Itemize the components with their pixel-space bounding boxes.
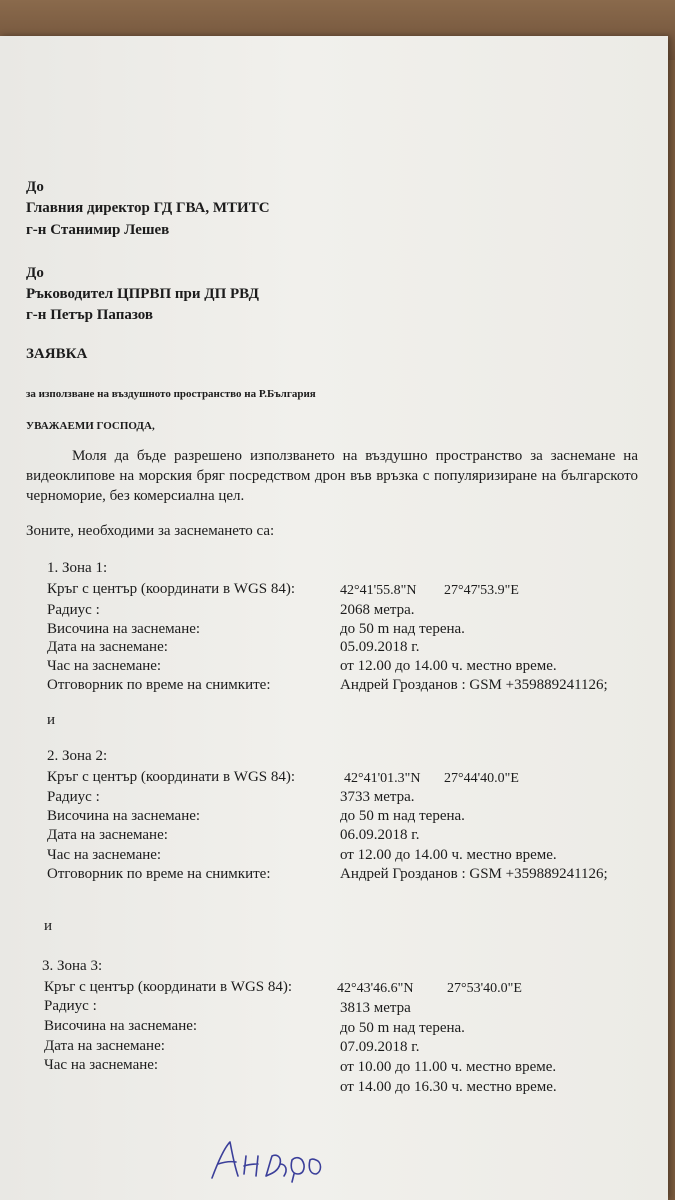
zone-1-height-label: Височина на заснемане: <box>47 621 201 637</box>
request-text: Моля да бъде разрешено използването на въздушно пространство за заснемане на видеоклипове на морския бряг посредством дрон във връзка с популяризиране на българското черноморие, без комерсиална цел. <box>26 448 638 504</box>
zone-1-radius: 2068 метра. <box>340 602 415 618</box>
zone-2-responsible-label: Отговорник по време на снимките: <box>47 866 271 882</box>
zone-3-lat: 42°43'46.6"N <box>337 981 414 996</box>
zone-3-time: от 10.00 до 11.00 ч. местно време. <box>340 1059 557 1075</box>
zone-2-circle-label: Кръг с център (координати в WGS 84): <box>47 769 296 785</box>
zone-2-heading: 2. Зона 2: <box>47 748 108 764</box>
zone-1-radius-label: Радиус : <box>47 602 100 618</box>
zone-2-time-label: Час на заснемане: <box>47 847 162 863</box>
zone-2-responsible: Андрей Грозданов : GSM +359889241126; <box>340 866 608 882</box>
zone-1-responsible-label: Отговорник по време на снимките: <box>47 677 271 693</box>
zone-1-circle-label: Кръг с център (координати в WGS 84): <box>47 581 296 597</box>
zone-1-height: до 50 m над терена. <box>340 621 465 637</box>
zone-2-lon: 27°44'40.0"E <box>444 771 519 786</box>
document-title: ЗАЯВКА <box>26 346 88 362</box>
zone-2-date-label: Дата на заснемане: <box>47 827 168 843</box>
zone-2-radius: 3733 метра. <box>340 789 415 805</box>
to-label-1: До <box>26 179 44 195</box>
zone-3-time-label: Час на заснемане: <box>44 1057 159 1073</box>
connector-and-1: и <box>47 712 56 728</box>
zone-3-radius-label: Радиус : <box>44 998 97 1014</box>
request-paragraph <box>26 446 638 506</box>
handwritten-signature <box>206 1134 326 1184</box>
zone-3-radius: 3813 метра <box>340 1000 411 1016</box>
zone-1-heading: 1. Зона 1: <box>47 560 108 576</box>
zone-3-height-label: Височина на заснемане: <box>44 1018 198 1034</box>
zone-2-lat: 42°41'01.3"N <box>344 771 421 786</box>
zone-1-date-label: Дата на заснемане: <box>47 639 168 655</box>
zone-3-heading: 3. Зона 3: <box>42 958 103 974</box>
recipient-1-title: Главния директор ГД ГВА, МТИТС <box>26 200 270 216</box>
zone-2-date: 06.09.2018 г. <box>340 827 420 843</box>
zone-2-radius-label: Радиус : <box>47 789 100 805</box>
zone-2-height-label: Височина на заснемане: <box>47 808 201 824</box>
zone-3-lon: 27°53'40.0"E <box>447 981 522 996</box>
zone-2-time: от 12.00 до 14.00 ч. местно време. <box>340 847 557 863</box>
to-label-2: До <box>26 265 44 281</box>
zone-1-lon: 27°47'53.9"E <box>444 583 519 598</box>
salutation: УВАЖАЕМИ ГОСПОДА, <box>26 420 155 432</box>
recipient-2-title: Ръководител ЦПРВП при ДП РВД <box>26 286 259 302</box>
zone-1-date: 05.09.2018 г. <box>340 639 420 655</box>
document-subtitle: за използване на въздушното пространство на Р.България <box>26 388 316 400</box>
zone-1-time: от 12.00 до 14.00 ч. местно време. <box>340 658 557 674</box>
recipient-2-name: г-н Петър Папазов <box>26 307 154 323</box>
zones-intro: Зоните, необходими за заснемането са: <box>26 523 275 539</box>
recipient-1-name: г-н Станимир Лешев <box>26 222 170 238</box>
zone-1-time-label: Час на заснемане: <box>47 658 162 674</box>
zone-2-height: до 50 m над терена. <box>340 808 465 824</box>
zone-1-lat: 42°41'55.8"N <box>340 583 417 598</box>
connector-and-2: и <box>44 918 53 934</box>
zone-3-time-second: от 14.00 до 16.30 ч. местно време. <box>340 1079 557 1095</box>
zone-3-date: 07.09.2018 г. <box>340 1039 420 1055</box>
zone-3-date-label: Дата на заснемане: <box>44 1038 165 1054</box>
zone-3-height: до 50 m над терена. <box>340 1020 465 1036</box>
zone-1-responsible: Андрей Грозданов : GSM +359889241126; <box>340 677 608 693</box>
zone-3-circle-label: Кръг с център (координати в WGS 84): <box>44 979 293 995</box>
